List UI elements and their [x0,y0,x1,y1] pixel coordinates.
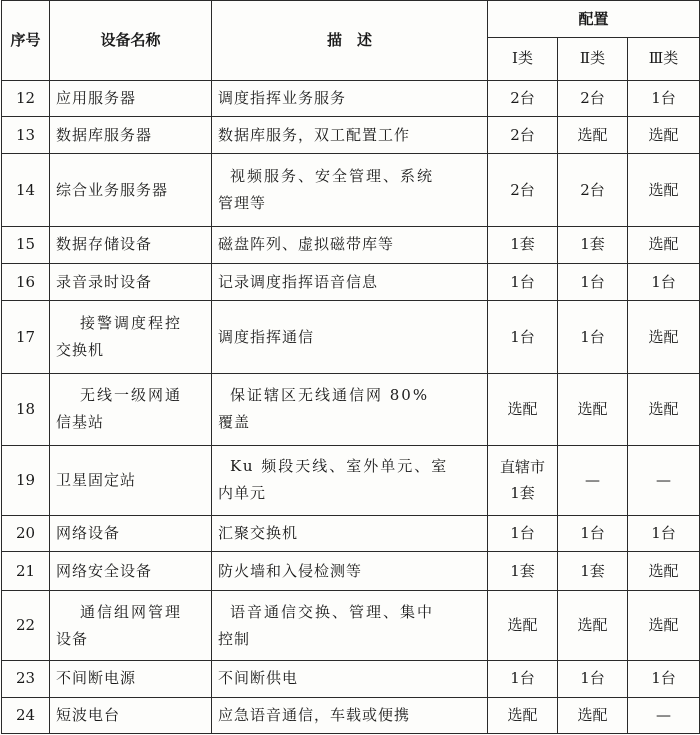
table-row [2,590,700,661]
table-row [2,226,700,263]
row-class-3: 选配 [628,301,700,374]
table-row [2,301,700,374]
row-class-1: 1套 [488,226,558,263]
row-name-line-1: 无线一级网通 [80,386,183,405]
row-name [50,590,212,661]
row-class-2: 1台 [558,661,628,697]
header-class-1: Ⅰ类 [488,38,558,80]
row-desc: 调度指挥业务服务 [212,80,488,116]
table-row [2,661,700,697]
row-desc [212,374,488,446]
row-desc-line-2: 内单元 [218,484,267,503]
row-desc [212,445,488,516]
row-class-3: 1台 [628,80,700,116]
row-desc [212,590,488,661]
row-class-1: 选配 [488,590,558,661]
row-class-3: 选配 [628,590,700,661]
row-desc-line-1: 视频服务、安全管理、系统 [230,167,435,186]
table-row [2,516,700,552]
header-class-3: Ⅲ类 [628,38,700,80]
table-row [2,697,700,733]
row-class-1: 1台 [488,661,558,697]
table-row [2,552,700,590]
row-class-2: 1台 [558,301,628,374]
row-class-3: 选配 [628,154,700,227]
row-desc-line-1: 语音通信交换、管理、集中 [230,602,435,621]
row-class-3: 1台 [628,516,700,552]
row-seq: 20 [2,516,50,552]
header-class-2: Ⅱ类 [558,38,628,80]
row-name: 综合业务服务器 [50,154,212,227]
row-desc: 汇聚交换机 [212,516,488,552]
row-class-2: 选配 [558,374,628,446]
row-name-line-2: 信基站 [56,413,105,432]
row-desc-line-2: 覆盖 [218,413,251,432]
row-name-line-1: 通信组网管理 [80,602,183,621]
row-desc [212,154,488,227]
equipment-config-table [1,0,700,734]
row-seq: 14 [2,154,50,227]
row-class-2: 1套 [558,552,628,590]
row-desc-line-1: Ku 频段天线、室外单元、室 [230,457,449,476]
row-name: 应用服务器 [50,80,212,116]
row-class-2: 2台 [558,154,628,227]
row-class-1: 选配 [488,697,558,733]
row-class-3: 1台 [628,264,700,301]
row-desc: 防火墙和入侵检测等 [212,552,488,590]
row-desc-line-1: 保证辖区无线通信网 80% [230,386,430,405]
row-desc: 应急语音通信，车载或便携 [212,697,488,733]
row-seq: 15 [2,226,50,263]
row-class-1: 2台 [488,154,558,227]
row-name: 数据库服务器 [50,116,212,153]
row-class-2: 2台 [558,80,628,116]
row-class-3: 选配 [628,374,700,446]
row-class-1: 选配 [488,374,558,446]
row-desc: 记录调度指挥语音信息 [212,264,488,301]
row-seq: 12 [2,80,50,116]
row-seq: 23 [2,661,50,697]
row-desc-line-2: 控制 [218,629,251,648]
row-seq: 24 [2,697,50,733]
row-class-2: 选配 [558,590,628,661]
row-seq: 19 [2,445,50,516]
row-class-2: 选配 [558,697,628,733]
table-row [2,264,700,301]
row-class-3: 1台 [628,661,700,697]
row-name: 不间断电源 [50,661,212,697]
row-name: 网络设备 [50,516,212,552]
row-seq: 17 [2,301,50,374]
row-name: 卫星固定站 [50,445,212,516]
row-class-1-line-2: 1套 [510,484,535,503]
row-name [50,374,212,446]
row-class-1: 1台 [488,516,558,552]
header-seq: 序号 [2,1,50,81]
row-name: 网络安全设备 [50,552,212,590]
header-name: 设备名称 [50,1,212,81]
row-class-3: — [628,697,700,733]
row-desc: 数据库服务，双工配置工作 [212,116,488,153]
row-seq: 22 [2,590,50,661]
table-row [2,445,700,516]
row-class-1 [488,445,558,516]
table-row [2,80,700,116]
row-class-3: 选配 [628,116,700,153]
row-desc: 不间断供电 [212,661,488,697]
row-class-1: 1套 [488,552,558,590]
row-class-1: 1台 [488,301,558,374]
header-desc: 描 述 [212,1,488,81]
row-seq: 16 [2,264,50,301]
row-desc: 调度指挥通信 [212,301,488,374]
row-name: 数据存储设备 [50,226,212,263]
row-seq: 21 [2,552,50,590]
row-class-2: — [558,445,628,516]
row-class-1: 2台 [488,80,558,116]
row-class-1-line-1: 直辖市 [499,458,545,477]
table-row [2,154,700,227]
row-class-3: 选配 [628,552,700,590]
row-seq: 18 [2,374,50,446]
row-class-2: 1套 [558,226,628,263]
row-name-line-1: 接警调度程控 [80,314,183,333]
row-desc-line-2: 管理等 [218,194,267,213]
header-config: 配置 [488,1,700,38]
row-name [50,301,212,374]
row-name-line-2: 交换机 [56,341,105,360]
row-class-2: 选配 [558,116,628,153]
row-class-1: 2台 [488,116,558,153]
row-class-3: 选配 [628,226,700,263]
row-seq: 13 [2,116,50,153]
row-class-1: 1台 [488,264,558,301]
table-row [2,374,700,446]
row-class-3: — [628,445,700,516]
row-name-line-2: 设备 [56,629,89,648]
row-class-2: 1台 [558,516,628,552]
row-class-2: 1台 [558,264,628,301]
table-row [2,116,700,153]
row-name: 短波电台 [50,697,212,733]
row-name: 录音录时设备 [50,264,212,301]
row-desc: 磁盘阵列、虚拟磁带库等 [212,226,488,263]
